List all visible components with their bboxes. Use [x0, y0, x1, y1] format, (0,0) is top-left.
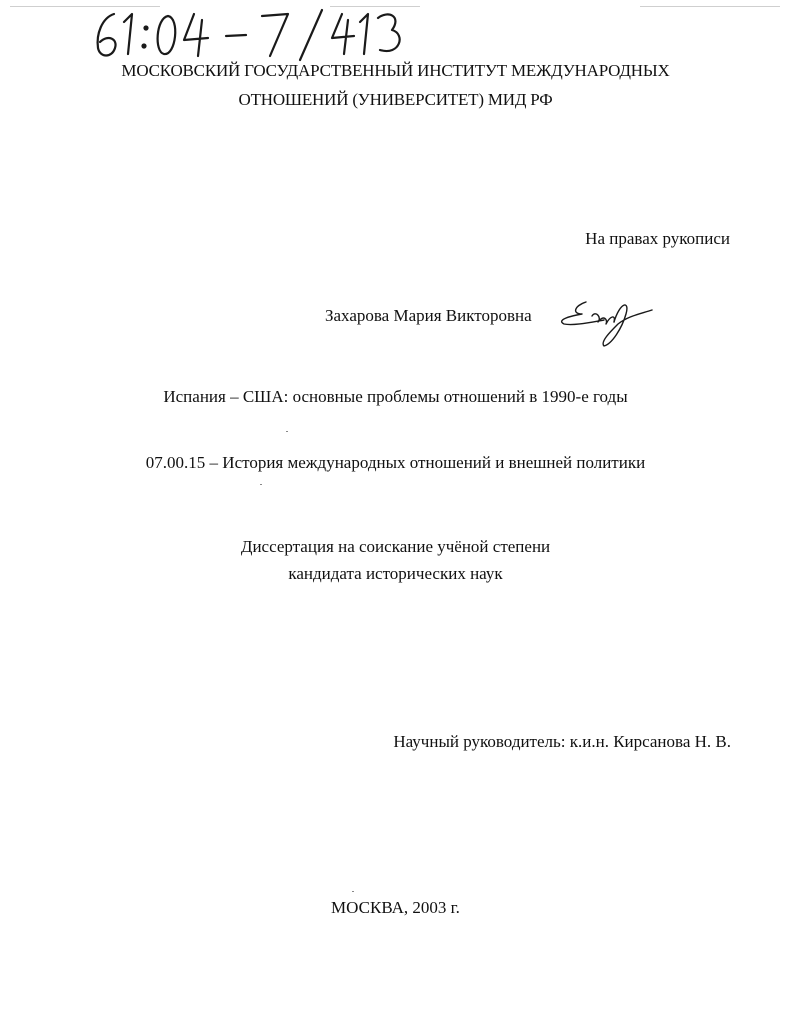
scan-speck — [286, 431, 288, 432]
degree-line-2: кандидата исторических наук — [288, 564, 503, 583]
author-name: Захарова Мария Викторовна — [325, 306, 532, 325]
dissertation-title: Испания – США: основные проблемы отношений в 1990-е годы — [163, 387, 628, 406]
city-and-year: МОСКВА, 2003 г. — [331, 898, 460, 917]
manuscript-rights-note: На правах рукописи — [585, 229, 730, 248]
institution-line-1: МОСКОВСКИЙ ГОСУДАРСТВЕННЫЙ ИНСТИТУТ МЕЖДУНАРОДНЫХ — [121, 61, 670, 80]
scan-speck — [352, 891, 354, 892]
degree-line-1: Диссертация на соискание учёной степени — [240, 537, 551, 556]
scan-artifact-line — [640, 6, 780, 7]
handwritten-archive-number — [88, 4, 408, 64]
scan-speck — [260, 484, 262, 485]
handwritten-signature-icon — [552, 292, 662, 352]
institution-line-2: ОТНОШЕНИЙ (УНИВЕРСИТЕТ) МИД РФ — [238, 90, 553, 109]
specialty-code: 07.00.15 – История международных отношений и внешней политики — [145, 453, 646, 472]
scientific-supervisor: Научный руководитель: к.и.н. Кирсанова Н. В. — [393, 732, 731, 751]
